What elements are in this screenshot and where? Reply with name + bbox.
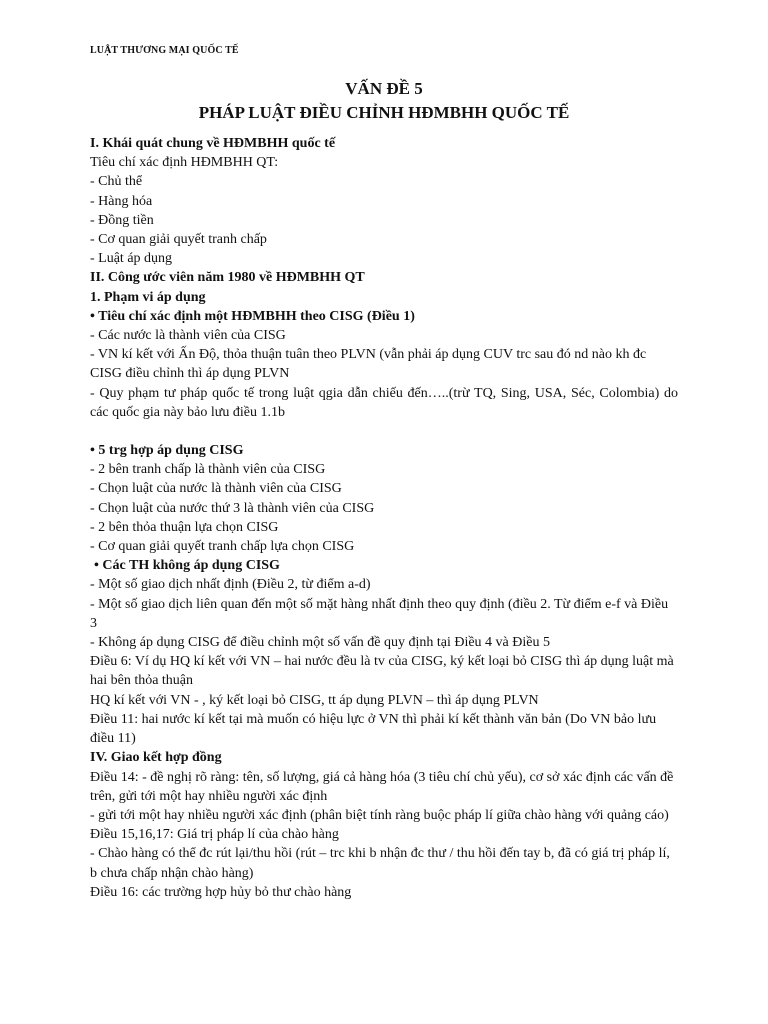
running-header: LUẬT THƯƠNG MẠI QUỐC TẾ xyxy=(90,45,239,56)
bullet-icon: • xyxy=(94,558,99,574)
list-item: - Chọn luật của nước là thành viên của CISG xyxy=(90,481,342,497)
list-item: - Các nước là thành viên của CISG xyxy=(90,328,286,344)
bullet-heading xyxy=(90,441,678,460)
bullet-icon: • xyxy=(90,443,95,459)
list-item: - Đồng tiền xyxy=(90,212,154,228)
title-line-2: PHÁP LUẬT ĐIỀU CHỈNH HĐMBHH QUỐC TẾ xyxy=(198,103,570,122)
spacer xyxy=(90,422,678,441)
bullet-heading xyxy=(90,307,678,326)
list-item: Điều 14: - đề nghị rõ ràng: tên, số lượng, giá cả hàng hóa (3 tiêu chí chủ yếu), cơ sở xác định các vấn đề trên, gửi tới một hay nhiều người xác định xyxy=(90,769,674,804)
list-item: - Chọn luật của nước thứ 3 là thành viên của CISG xyxy=(90,500,375,516)
subsection-1-heading: 1. Phạm vi áp dụng xyxy=(90,289,206,305)
list-item: - Một số giao dịch nhất định (Điều 2, từ điểm a-d) xyxy=(90,577,371,593)
list-item: - Một số giao dịch liên quan đến một số mặt hàng nhất định theo quy định (điều 2. Từ điểm e-f và Điều 3 xyxy=(90,596,669,631)
list-item: - Luật áp dụng xyxy=(90,251,173,267)
bullet-icon: • xyxy=(90,308,95,324)
document-body xyxy=(90,134,678,902)
list-item: - gửi tới một hay nhiều người xác định (phân biệt tính ràng buộc pháp lí giữa chào hàng với quảng cáo) xyxy=(90,807,669,823)
bullet-heading xyxy=(90,556,678,575)
list-item: - 2 bên thỏa thuận lựa chọn CISG xyxy=(90,519,279,535)
bullet-heading-text: 5 trg hợp áp dụng CISG xyxy=(98,443,244,459)
bullet-heading-text: Các TH không áp dụng CISG xyxy=(102,558,280,574)
title-line-1: VẤN ĐỀ 5 xyxy=(345,79,423,98)
list-item: - Cơ quan giải quyết tranh chấp xyxy=(90,232,267,248)
list-item: - Chủ thể xyxy=(90,174,143,190)
list-item: - Hàng hóa xyxy=(90,193,153,209)
section-1-heading: I. Khái quát chung về HĐMBHH quốc tế xyxy=(90,136,336,151)
title-block xyxy=(90,77,678,125)
bullet-heading-text: Tiêu chí xác định một HĐMBHH theo CISG (Điều 1) xyxy=(98,308,415,324)
list-item: - Không áp dụng CISG để điều chỉnh một số vấn đề quy định tại Điều 4 và Điều 5 xyxy=(90,635,550,651)
list-item: - Quy phạm tư pháp quốc tế trong luật qgia dẫn chiếu đến…..(trừ TQ, Sing, USA, Séc, Colombia) do các quốc gia này bảo lưu điều 1.1b xyxy=(90,385,678,420)
list-item: Điều 6: Ví dụ HQ kí kết với VN – hai nước đều là tv của CISG, ký kết loại bỏ CISG thì áp dụng luật mà hai bên thỏa thuận xyxy=(90,654,674,689)
list-item: - VN kí kết với Ấn Độ, thỏa thuận tuân theo PLVN (vẫn phải áp dụng CUV trc sau đó nd nào kh đc CISG điều chỉnh thì áp dụng PLVN xyxy=(90,347,647,382)
section-2-heading: II. Công ước viên năm 1980 về HĐMBHH QT xyxy=(90,270,365,286)
list-item: Điều 15,16,17: Giá trị pháp lí của chào hàng xyxy=(90,827,339,843)
section-1-intro: Tiêu chí xác định HĐMBHH QT: xyxy=(90,155,279,171)
list-item: - 2 bên tranh chấp là thành viên của CISG xyxy=(90,462,326,478)
list-item: - Chào hàng có thể đc rút lại/thu hồi (rút – trc khi b nhận đc thư / thu hồi đến tay b, đã có giá trị pháp lí, b chưa chấp nhận chào hàng) xyxy=(90,846,670,881)
list-item: - Cơ quan giải quyết tranh chấp lựa chọn CISG xyxy=(90,539,355,555)
list-item: HQ kí kết với VN - , ký kết loại bỏ CISG, tt áp dụng PLVN – thì áp dụng PLVN xyxy=(90,692,539,708)
section-4-heading: IV. Giao kết hợp đồng xyxy=(90,750,222,766)
list-item: Điều 11: hai nước kí kết tại mà muốn có hiệu lực ở VN thì phải kí kết thành văn bản (Do VN bảo lưu điều 11) xyxy=(90,711,657,747)
list-item: Điều 16: các trường hợp hủy bỏ thư chào hàng xyxy=(90,884,352,900)
